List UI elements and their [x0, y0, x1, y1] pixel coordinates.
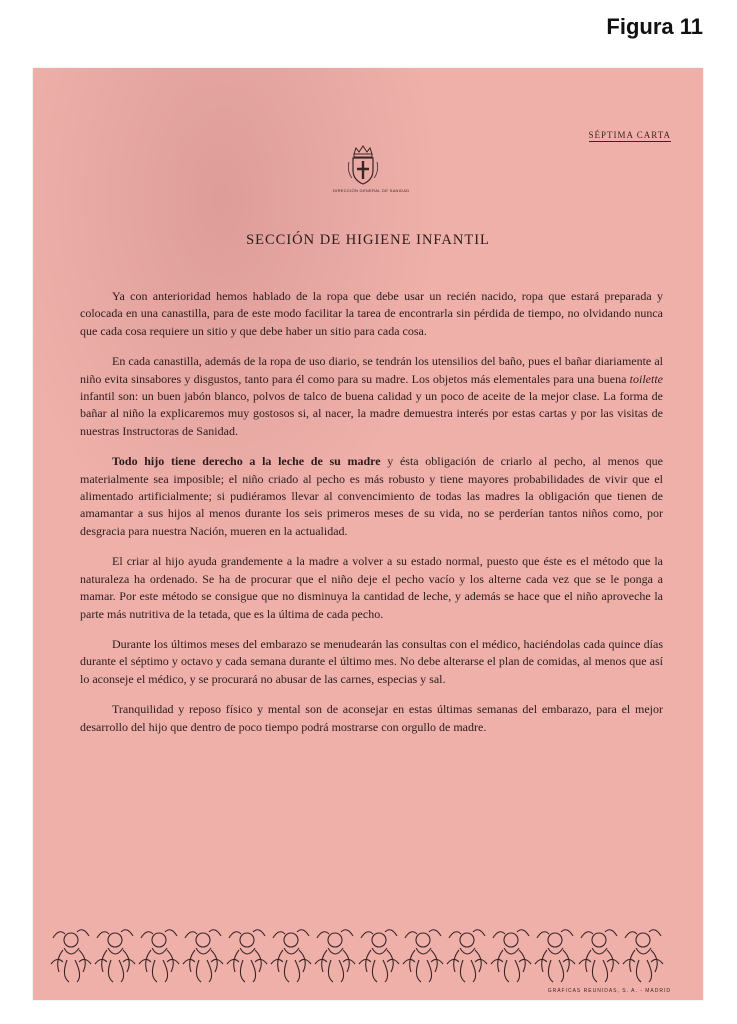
paragraph-2-italic: toilette	[629, 371, 663, 386]
paragraph-2-text-b: infantil son: un buen jabón blanco, polvos de talco de buena calidad y un poco de aceite de la mejor clase. La forma de bañar al niño la explicaremos muy gostosos si, al nacer, la madre demuestra interés por estas cartas y por las visitas de nuestras Instructoras de Sanidad.	[80, 389, 663, 438]
emblem-caption: DIRECCIÓN GENERAL DE SANIDAD	[333, 188, 410, 193]
paragraph-6: Tranquilidad y reposo físico y mental son de aconsejar en estas últimas semanas del embarazo, para el mejor desarrollo del hijo que dentro de poco tiempo podrá mostrarse con orgullo de madre.	[80, 702, 663, 734]
paragraph-3-bold: Todo hijo tiene derecho a la leche de su madre	[112, 454, 381, 469]
card-number: SÉPTIMA CARTA	[588, 130, 671, 140]
royal-crest-icon	[346, 144, 380, 186]
printer-credit: GRÁFICAS REUNIDAS, S. A. - MADRID	[547, 988, 671, 994]
paragraph-3	[80, 453, 663, 540]
document-body	[80, 288, 663, 749]
figure-label: Figura 11	[606, 14, 703, 39]
paragraph-5: Durante los últimos meses del embarazo se menudearán las consultas con el médico, haciéndolas cada quince días durante el séptimo y octavo y cada semana durante el último mes. No debe alterarse el plan de comidas, al menos que así lo aconseje el médico, y se procurará no abusar de las carnes, especias y sal.	[80, 636, 663, 686]
document-title: SECCIÓN DE HIGIENE INFANTIL	[246, 232, 490, 248]
paragraph-2-text-a: En cada canastilla, además de la ropa de uso diario, se tendrán los utensilios del baño, pues el bañar diariamente al niño evita sinsabores y disgustos, tanto para él como para su madre. Los objetos más elementales para una buena	[80, 354, 663, 386]
paragraph-4: El criar al hijo ayuda grandemente a la madre a volver a su estado normal, puesto que éste es el método que la naturaleza ha ordenado. Se ha de procurar que el niño deje el pecho vacío y los alterne cada vez que se le ponga a mamar. Por este método se consigue que no disminuya la cantidad de leche, y además se hace que el niño aproveche la parte más nutritiva de la tetada, que es la última de cada pecho.	[80, 554, 663, 621]
cherub-frieze-icon	[49, 920, 687, 986]
cherub-frieze	[49, 920, 687, 986]
paragraph-3-text: y ésta obligación de criarlo al pecho, al menos que materialmente sea imposible; el niño criado al pecho es más robusto y tiene mayores probabilidades de vivir que el alimentado artificialmente; si pudiéramos llevar al convencimiento de todas las madres la obligación que tienen de amamantar a sus hijos al menos durante los seis primeros meses de su vida, no se perderían tantos niños como, por desgracia para nuestra Nación, mueren en la actualidad.	[80, 454, 664, 538]
paragraph-1: Ya con anterioridad hemos hablado de la ropa que debe usar un recién nacido, ropa que estará preparada y colocada en una canastilla, para de este modo facilitar la tarea de encontrarla sin pérdida de tiempo, no olvidando nunca que cada cosa requiere un sitio y que debe haber un sitio para cada cosa.	[80, 289, 663, 338]
document-sheet	[33, 68, 703, 1000]
paragraph-2	[80, 353, 663, 440]
emblem	[333, 144, 410, 208]
